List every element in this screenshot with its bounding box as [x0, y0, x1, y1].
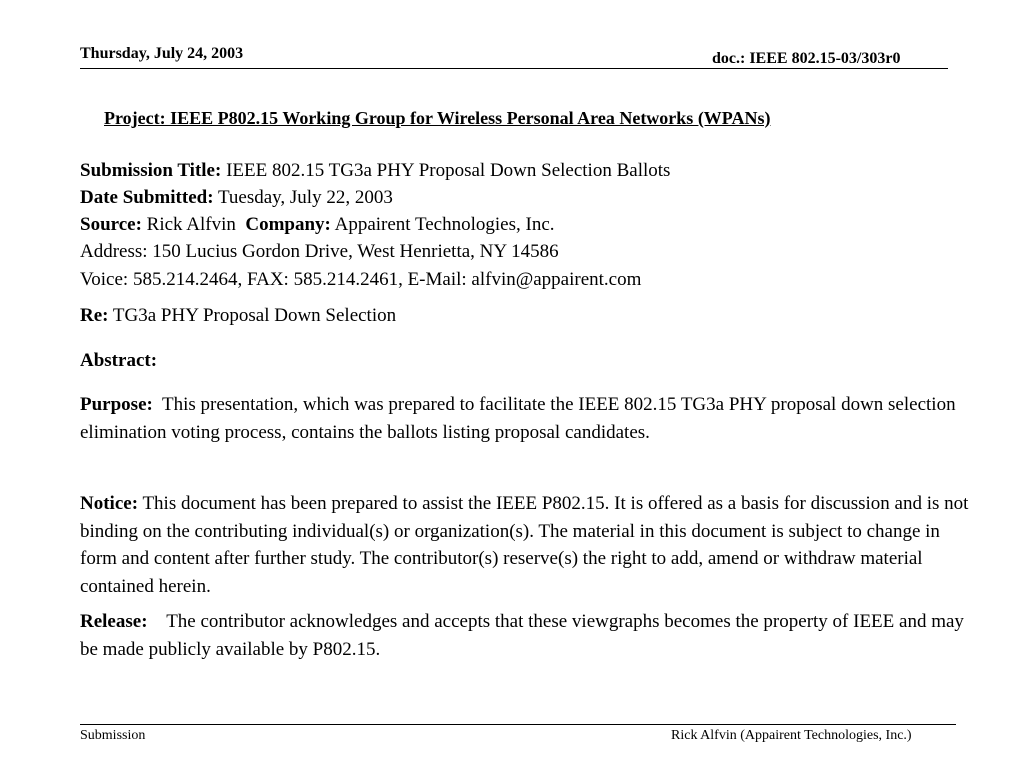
voice-line: Voice: 585.214.2464, FAX: 585.214.2461, E-Mail: alfvin@appairent.com	[80, 269, 642, 290]
header-date: Thursday, July 24, 2003	[80, 45, 244, 62]
date-submitted-line	[80, 185, 393, 210]
address-line: Address: 150 Lucius Gordon Drive, West Henrietta, NY 14586	[80, 241, 559, 262]
source-line	[80, 212, 555, 237]
submission-title-line	[80, 158, 670, 183]
release-text: The contributor acknowledges and accepts that these viewgraphs becomes the property of IEEE and may be made publicly available by P802.15.	[80, 611, 964, 660]
source-value: Rick Alfvin	[146, 214, 236, 235]
notice-text: This document has been prepared to assist the IEEE P802.15. It is offered as a basis for discussion and is not binding on the contributing individual(s) or organization(s). The material in this document is subject to change in form and content after further study. The contributor(s) reserve(s) the right to add, amend or withdraw material contained herein.	[80, 493, 969, 597]
company-label: Company:	[245, 214, 331, 235]
header-doc-id: doc.: IEEE 802.15-03/303r0	[712, 50, 901, 67]
abstract-label: Abstract:	[80, 350, 158, 371]
project-title: Project: IEEE P802.15 Working Group for Wireless Personal Area Networks (WPANs)	[104, 108, 771, 128]
submission-title-value: IEEE 802.15 TG3a PHY Proposal Down Selection Ballots	[226, 160, 671, 181]
release-paragraph	[80, 608, 970, 663]
source-label: Source:	[80, 214, 142, 235]
company-value: Appairent Technologies, Inc.	[334, 214, 555, 235]
notice-label: Notice:	[80, 493, 139, 514]
submission-title-label: Submission Title:	[80, 160, 222, 181]
purpose-label: Purpose:	[80, 394, 153, 415]
purpose-text: This presentation, which was prepared to facilitate the IEEE 802.15 TG3a PHY proposal down selection elimination voting process, contains the ballots listing proposal candidates.	[80, 394, 956, 443]
release-label: Release:	[80, 611, 148, 632]
footer-submission: Submission	[80, 728, 146, 743]
footer-divider	[80, 724, 956, 725]
footer-author: Rick Alfvin (Appairent Technologies, Inc.)	[671, 728, 912, 743]
header-divider	[80, 68, 948, 69]
re-value: TG3a PHY Proposal Down Selection	[112, 305, 397, 326]
re-label: Re:	[80, 305, 109, 326]
re-line	[80, 303, 396, 328]
date-submitted-value: Tuesday, July 22, 2003	[217, 187, 393, 208]
purpose-paragraph	[80, 391, 970, 446]
date-submitted-label: Date Submitted:	[80, 187, 214, 208]
notice-paragraph	[80, 490, 970, 600]
